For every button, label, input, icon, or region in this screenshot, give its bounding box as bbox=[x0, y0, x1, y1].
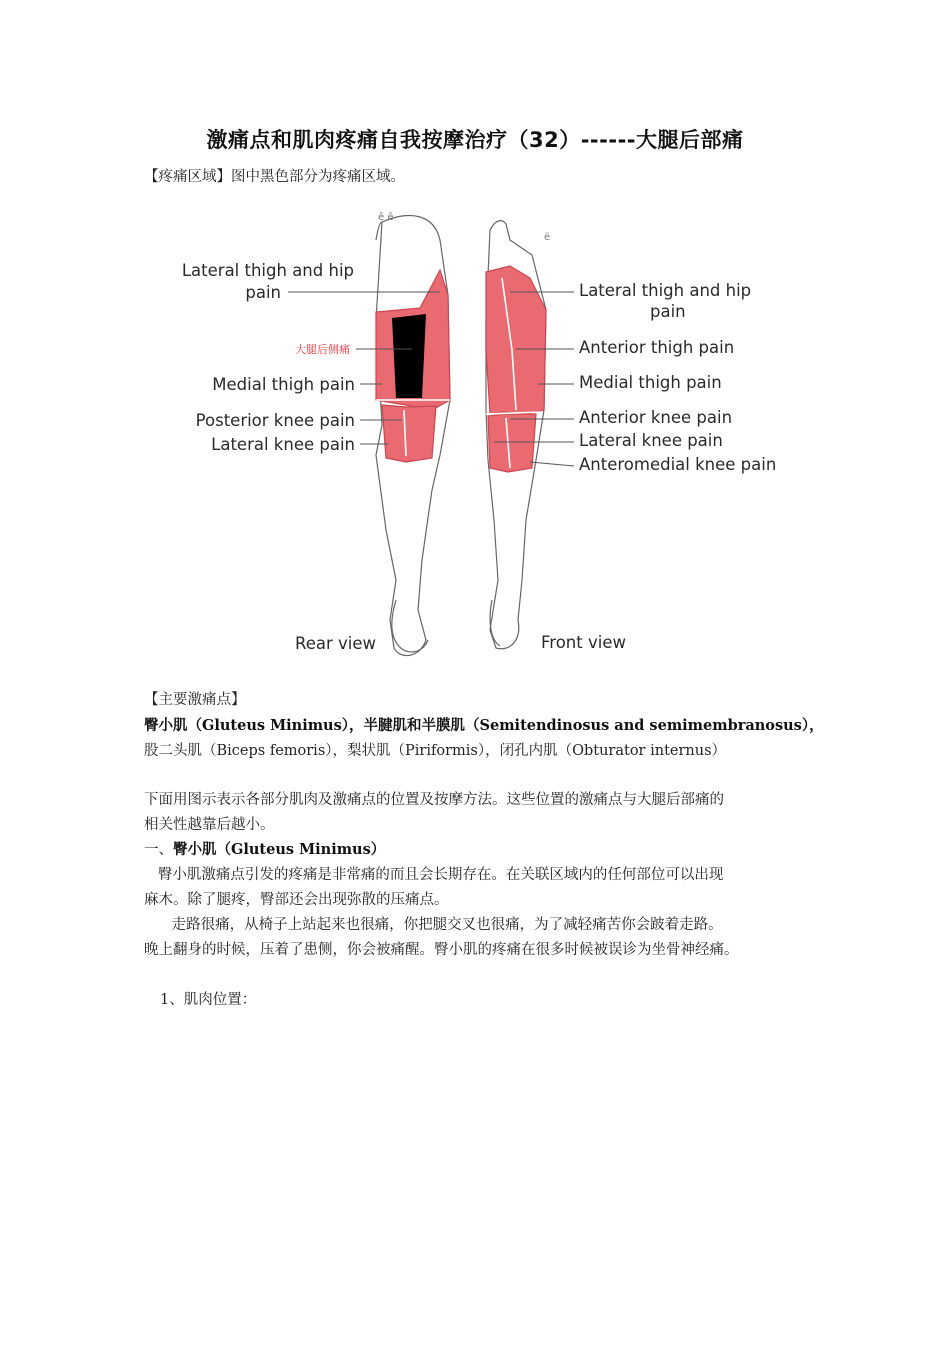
leg-pain-figure bbox=[150, 200, 810, 670]
rear-hip-label-1: Lateral thigh and hip bbox=[181, 261, 354, 280]
rear-hip-label-2: pain bbox=[245, 283, 281, 302]
main-points-line2: 股二头肌（Biceps femoris），梨状肌（Piriformis），闭孔内肌（Obturator internus） bbox=[144, 743, 727, 759]
section1-para2-line1: 走路很痛，从椅子上站起来也很痛，你把腿交叉也很痛，为了减轻痛苦你会跛着走路。 bbox=[144, 917, 723, 933]
front-medial-thigh-label: Medial thigh pain bbox=[579, 373, 722, 392]
rear-posterior-thigh-label: 大腿后侧痛 bbox=[295, 343, 350, 356]
section1-para1-line1: 臀小肌激痛点引发的疼痛是非常痛的而且会长期存在。在关联区域内的任何部位可以出现 bbox=[144, 867, 724, 883]
main-points-bold-line: 臀小肌（Gluteus Minimus），半腱肌和半膜肌（Semitendinosus and semimembranosus）， bbox=[144, 717, 824, 734]
rear-view-leg bbox=[376, 211, 450, 656]
front-anterior-knee-label: Anterior knee pain bbox=[579, 408, 733, 427]
front-lateral-knee-label: Lateral knee pain bbox=[579, 431, 723, 450]
svg-text:ë: ë bbox=[544, 232, 551, 243]
front-anteromedial-knee-label: Anteromedial knee pain bbox=[579, 455, 777, 474]
rear-view-caption: Rear view bbox=[295, 634, 377, 653]
page-title: 激痛点和肌肉疼痛自我按摩治疗（32）------大腿后部痛 bbox=[206, 128, 744, 152]
front-view-caption: Front view bbox=[541, 633, 626, 652]
section1-heading bbox=[144, 840, 814, 860]
front-anterior-thigh-label: Anterior thigh pain bbox=[579, 338, 735, 357]
pain-area-text: 【疼痛区域】图中黑色部分为疼痛区域。 bbox=[144, 169, 405, 185]
section1-prefix: 一、 bbox=[144, 842, 173, 858]
intro-line-2: 相关性越靠后越小。 bbox=[144, 817, 275, 833]
svg-text:ê ê: ê ê bbox=[378, 212, 394, 223]
front-view-leg bbox=[486, 221, 550, 649]
rear-posterior-knee-label: Posterior knee pain bbox=[195, 411, 355, 430]
section1-title: 臀小肌（Gluteus Minimus） bbox=[173, 841, 386, 858]
intro-line-1: 下面用图示表示各部分肌肉及激痛点的位置及按摩方法。这些位置的激痛点与大腿后部痛的 bbox=[144, 792, 724, 808]
front-hip-label-1: Lateral thigh and hip bbox=[579, 281, 752, 300]
rear-lateral-knee-label: Lateral knee pain bbox=[211, 435, 355, 454]
front-hip-label-2: pain bbox=[650, 302, 686, 321]
section1-sub1: 1、肌肉位置： bbox=[160, 992, 257, 1008]
leg-diagram bbox=[150, 200, 810, 670]
rear-medial-thigh-label: Medial thigh pain bbox=[212, 375, 355, 394]
main-points-heading: 【主要激痛点】 bbox=[144, 692, 246, 708]
section1-para1-line2: 麻木。除了腿疼，臀部还会出现弥散的压痛点。 bbox=[144, 892, 449, 908]
section1-para2-line2: 晚上翻身的时候，压着了患侧，你会被痛醒。臀小肌的疼痛在很多时候被误诊为坐骨神经痛。 bbox=[144, 942, 739, 958]
